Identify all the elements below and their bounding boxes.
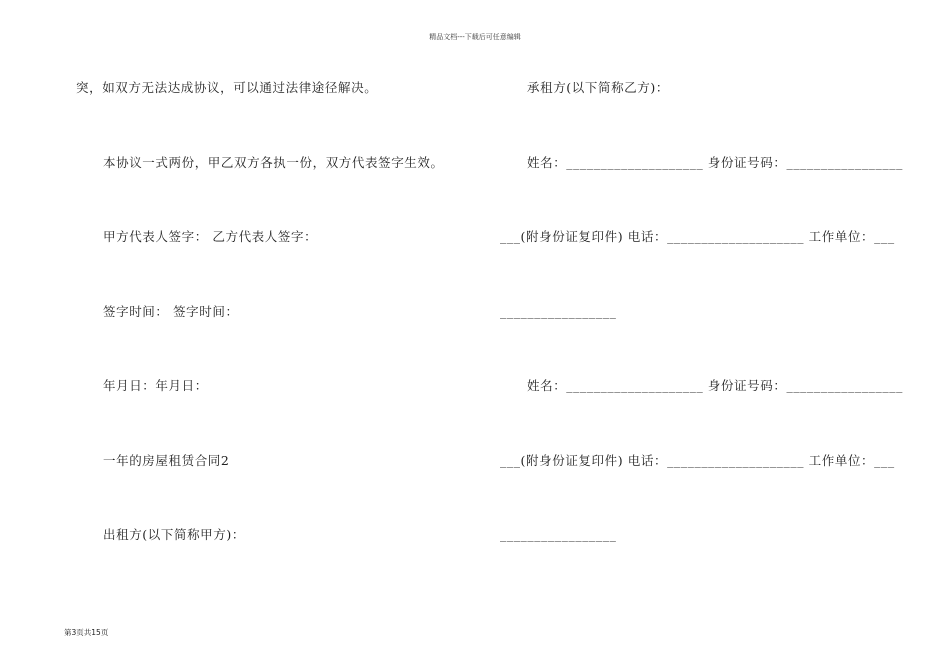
text-line-lessee: 承租方(以下简称乙方)： — [527, 80, 669, 95]
text-line-phone-employer-1: ___(附身份证复印件) 电话：____________________ 工作单位：___ — [500, 229, 895, 244]
page-header: 精品文档---下载后可任意编辑 — [429, 33, 521, 41]
text-line-representative-signatures: 甲方代表人签字： 乙方代表人签字： — [103, 229, 318, 244]
text-line-dispute-resolution: 突，如双方无法达成协议，可以通过法律途径解决。 — [76, 80, 378, 95]
text-line-name-id-1: 姓名：____________________ 身份证号码：_________________ — [527, 155, 903, 170]
text-line-blank-1: _________________ — [500, 304, 617, 319]
text-line-phone-employer-2: ___(附身份证复印件) 电话：____________________ 工作单位：___ — [500, 453, 895, 468]
text-line-signature-time: 签字时间： 签字时间： — [103, 304, 239, 319]
text-line-copies-clause: 本协议一式两份，甲乙双方各执一份，双方代表签字生效。 — [103, 155, 444, 170]
page-number: 第3页共15页 — [64, 628, 109, 637]
text-line-contract-title: 一年的房屋租赁合同2 — [103, 453, 230, 468]
text-line-lessor: 出租方(以下简称甲方)： — [103, 527, 245, 542]
text-line-date: 年月日：年月日： — [103, 378, 208, 393]
text-line-blank-2: _________________ — [500, 527, 617, 542]
text-line-name-id-2: 姓名：____________________ 身份证号码：_________________ — [527, 378, 903, 393]
